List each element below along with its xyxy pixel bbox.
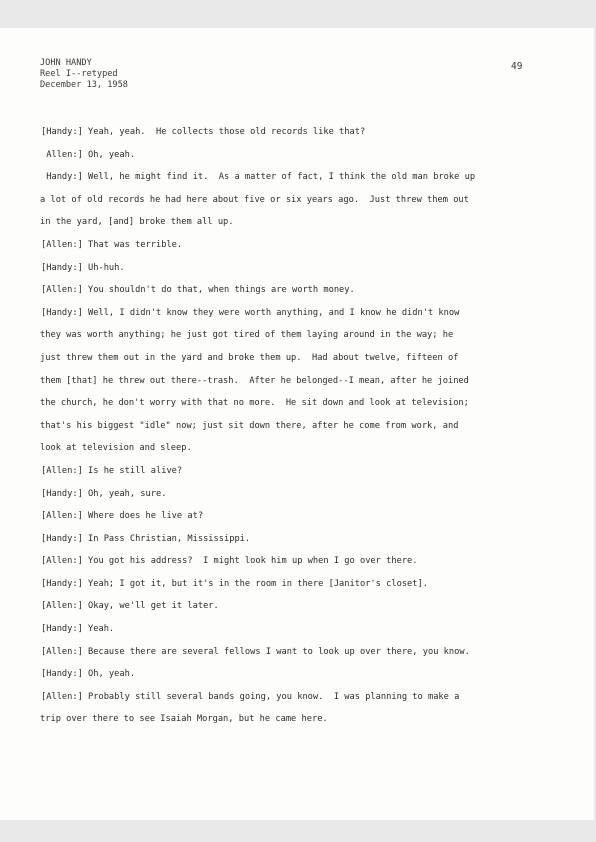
- speaker-label: [Allen:]: [41, 239, 83, 250]
- transcript-line: [40, 234, 510, 257]
- dialogue-text: Where does he live at?: [88, 511, 204, 522]
- dialogue-text: In Pass Christian, Mississippi.: [88, 533, 251, 544]
- transcript-line: [40, 415, 510, 438]
- dialogue-text: Okay, we'll get it later.: [88, 601, 219, 612]
- transcript-line: [40, 166, 510, 189]
- dialogue-text: You shouldn't do that, when things are worth money.: [88, 285, 355, 296]
- page-number: 49: [511, 61, 523, 72]
- speaker-label: [Handy:]: [41, 578, 83, 589]
- transcript-line: [40, 392, 510, 415]
- speaker-label: [Allen:]: [41, 285, 83, 296]
- dialogue-text: Probably still several bands going, you know. I was planning to make a: [88, 691, 460, 702]
- speaker-label: [Handy:]: [41, 624, 83, 635]
- transcript-line: [40, 121, 510, 144]
- dialogue-text: the church, he don't worry with that no more. He sit down and look at television;: [40, 398, 469, 409]
- dialogue-text: they was worth anything; he just got tired of them laying around in the way; he: [40, 330, 454, 341]
- dialogue-text: that's his biggest "idle" now; just sit down there, after he come from work, and: [40, 420, 459, 431]
- dialogue-text: Oh, yeah.: [88, 669, 136, 680]
- transcript-line: [40, 302, 510, 325]
- dialogue-text: Uh-huh.: [88, 262, 125, 273]
- transcript-line: [40, 483, 510, 506]
- dialogue-text: in the yard, [and] broke them all up.: [40, 217, 234, 228]
- transcript-line: [40, 324, 510, 347]
- dialogue-text: Oh, yeah.: [88, 149, 136, 160]
- speaker-label: Handy:]: [41, 172, 83, 183]
- interviewee-name: JOHN HANDY: [40, 58, 92, 68]
- dialogue-text: just threw them out in the yard and broke them up. Had about twelve, fifteen of: [40, 352, 459, 363]
- document-header: [40, 58, 128, 91]
- interview-date: December 13, 1958: [40, 80, 128, 90]
- transcript-line: [40, 708, 510, 731]
- transcript-line: [40, 144, 510, 167]
- transcript-line: [40, 550, 510, 573]
- transcript-line: [40, 279, 510, 302]
- dialogue-text: them [that] he threw out there--trash. After he belonged--I mean, after he joined: [40, 375, 469, 386]
- transcript-body: [40, 121, 510, 731]
- speaker-label: [Allen:]: [41, 601, 83, 612]
- dialogue-text: look at television and sleep.: [40, 443, 192, 454]
- speaker-label: [Allen:]: [41, 646, 83, 657]
- speaker-label: [Handy:]: [41, 488, 83, 499]
- speaker-label: Allen:]: [41, 149, 83, 160]
- dialogue-text: Oh, yeah, sure.: [88, 488, 167, 499]
- transcript-line: [40, 460, 510, 483]
- transcript-line: [40, 573, 510, 596]
- dialogue-text: Yeah.: [88, 624, 115, 635]
- transcript-line: [40, 347, 510, 370]
- speaker-label: [Handy:]: [41, 307, 83, 318]
- speaker-label: [Allen:]: [41, 556, 83, 567]
- speaker-label: [Handy:]: [41, 669, 83, 680]
- transcript-line: [40, 641, 510, 664]
- dialogue-text: You got his address? I might look him up when I go over there.: [88, 556, 418, 567]
- transcript-line: [40, 370, 510, 393]
- dialogue-text: trip over there to see Isaiah Morgan, but he came here.: [40, 714, 328, 725]
- dialogue-text: That was terrible.: [88, 239, 183, 250]
- speaker-label: [Allen:]: [41, 465, 83, 476]
- transcript-line: [40, 437, 510, 460]
- transcript-page: [0, 28, 594, 820]
- dialogue-text: Because there are several fellows I want to look up over there, you know.: [88, 646, 470, 657]
- speaker-label: [Handy:]: [41, 127, 83, 137]
- transcript-line: [40, 618, 510, 641]
- speaker-label: [Handy:]: [41, 262, 83, 273]
- speaker-label: [Handy:]: [41, 533, 83, 544]
- speaker-label: [Allen:]: [41, 691, 83, 702]
- transcript-line: [40, 528, 510, 551]
- dialogue-text: Is he still alive?: [88, 465, 183, 476]
- transcript-line: [40, 211, 510, 234]
- transcript-line: [40, 505, 510, 528]
- reel-label: Reel I--retyped: [40, 69, 118, 79]
- speaker-label: [Allen:]: [41, 511, 83, 522]
- dialogue-text: Well, he might find it. As a matter of fact, I think the old man broke up: [88, 172, 476, 183]
- dialogue-text: a lot of old records he had here about five or six years ago. Just threw them out: [40, 194, 469, 205]
- dialogue-text: Yeah, yeah. He collects those old records like that?: [88, 127, 366, 137]
- transcript-line: [40, 189, 510, 212]
- transcript-line: [40, 595, 510, 618]
- dialogue-text: Yeah; I got it, but it's in the room in there [Janitor's closet].: [88, 578, 428, 589]
- transcript-line: [40, 663, 510, 686]
- transcript-line: [40, 686, 510, 709]
- transcript-line: [40, 257, 510, 280]
- dialogue-text: Well, I didn't know they were worth anything, and I know he didn't know: [88, 307, 460, 318]
